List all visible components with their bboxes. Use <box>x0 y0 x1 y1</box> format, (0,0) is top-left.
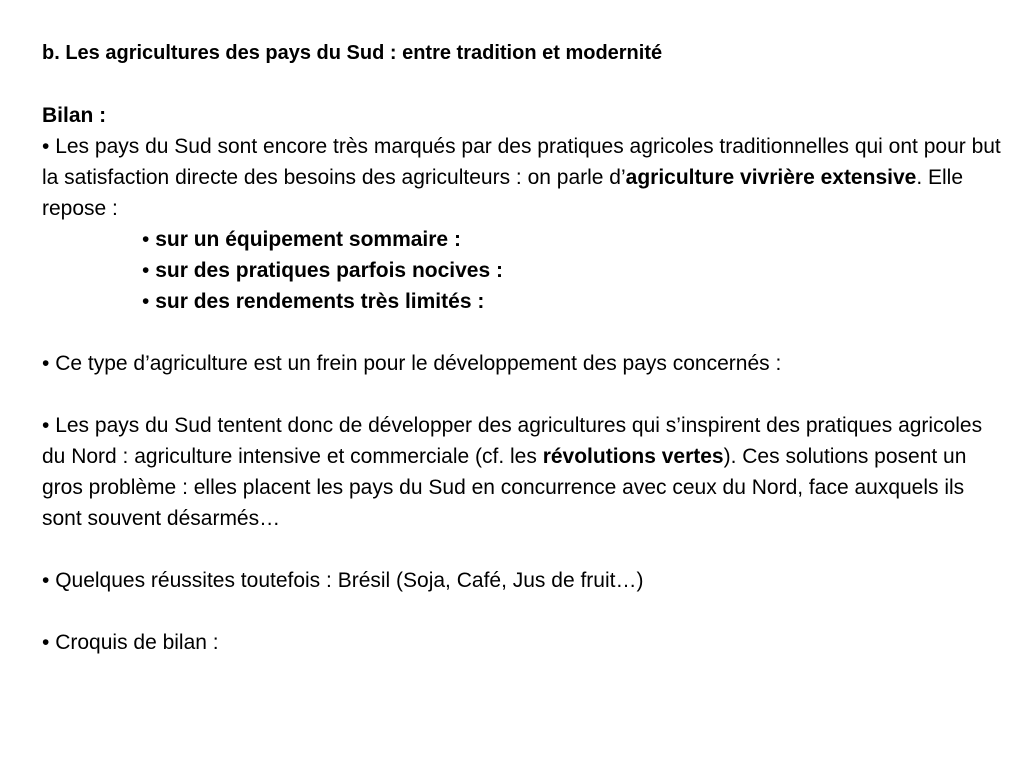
spacer <box>42 534 1002 565</box>
paragraph-sketch <box>42 627 1002 658</box>
bullet-symbol: • <box>42 414 50 437</box>
key-term: agriculture vivrière extensive <box>625 166 917 189</box>
paragraph-text: Croquis de bilan : <box>55 631 219 654</box>
bullet-symbol: • <box>42 352 50 375</box>
sub-item-text: sur un équipement sommaire : <box>155 228 461 251</box>
section-title: b. Les agricultures des pays du Sud : entre tradition et modernité <box>42 42 663 64</box>
sub-item-practices <box>42 255 1002 286</box>
paragraph-text: ). Ces solutions posent un gros problème : elles placent les pays du Sud en concurrence avec ceux du Nord, face auxquels ils sont souvent désarmés… <box>42 445 967 530</box>
paragraph-text: Quelques réussites toutefois : Brésil (Soja, Café, Jus de fruit…) <box>55 569 644 592</box>
paragraph-successes <box>42 565 1002 596</box>
bullet-symbol: • <box>42 569 50 592</box>
bullet-symbol: • <box>42 631 50 654</box>
paragraph-text: . Elle repose : <box>42 166 964 220</box>
spacer <box>42 69 1002 100</box>
spacer <box>42 379 1002 410</box>
bullet-symbol: • <box>142 228 150 251</box>
paragraph-text: Les pays du Sud sont encore très marqués par des pratiques agricoles traditionnelles qui ont pour but la satisfaction directe des besoins des agriculteurs : on parle d’ <box>42 135 1001 189</box>
sub-item-equipment <box>42 224 1002 255</box>
slide-content <box>42 38 1002 658</box>
bullet-symbol: • <box>142 259 150 282</box>
sub-item-yields <box>42 286 1002 317</box>
key-term: révolutions vertes <box>542 445 724 468</box>
paragraph-text: Les pays du Sud tentent donc de développer des agricultures qui s’inspirent des pratiques agricoles du Nord : agriculture intensive et commerciale (cf. les <box>42 414 983 468</box>
spacer <box>42 596 1002 627</box>
spacer <box>42 317 1002 348</box>
bilan-heading: Bilan : <box>42 104 107 127</box>
sub-item-text: sur des pratiques parfois nocives : <box>155 259 503 282</box>
paragraph-modern-agriculture <box>42 410 1002 534</box>
bullet-symbol: • <box>42 135 50 158</box>
bullet-symbol: • <box>142 290 150 313</box>
paragraph-traditional-agriculture <box>42 131 1002 224</box>
paragraph-development-brake <box>42 348 1002 379</box>
paragraph-text: Ce type d’agriculture est un frein pour le développement des pays concernés : <box>55 352 782 375</box>
sub-item-text: sur des rendements très limités : <box>155 290 485 313</box>
